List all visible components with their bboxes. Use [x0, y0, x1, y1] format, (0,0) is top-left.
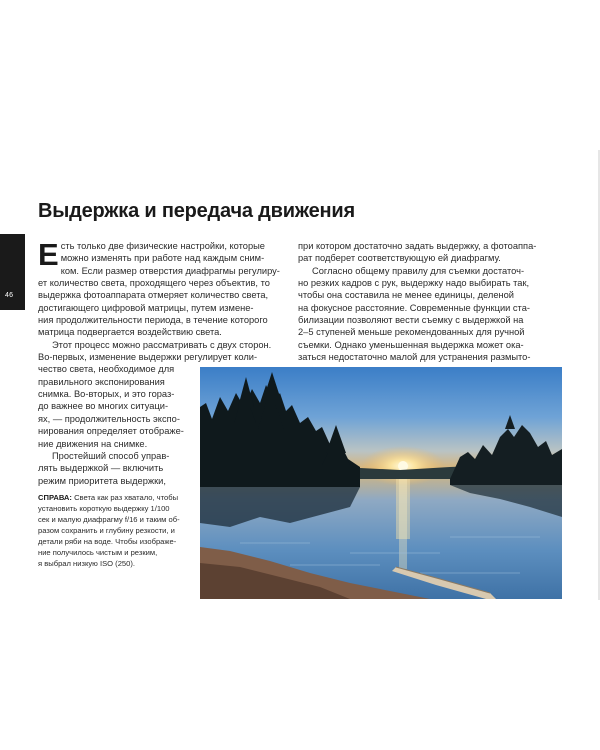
text-line: лять выдержкой — включить: [38, 463, 164, 474]
drop-cap: Е: [38, 237, 59, 272]
text-line: Этот процесс можно рассматривать с двух сторон.: [52, 339, 272, 350]
text-line: ния продолжительности периода, в течение которого: [38, 315, 268, 326]
text-line: Согласно общему правилу для съемки достаточ-: [312, 265, 525, 276]
text-line: на фокусное расстояние. Современные функции ста-: [298, 302, 530, 313]
text-line: ет количество света, проходящего через объектив, то: [38, 278, 270, 289]
text-line: чество света, необходимое для: [38, 364, 175, 375]
text-line: ком. Если размер отверстия диафрагмы регулиру-: [60, 265, 280, 276]
text-line: билизации позволяют вести съемку с выдержкой на: [298, 315, 524, 326]
text-line: снимка. Во-вторых, и это гораз-: [38, 389, 175, 400]
text-line: до важнее во многих ситуаци-: [38, 401, 169, 412]
text-line: при котором достаточно задать выдержку, а фотоаппа-: [298, 241, 537, 251]
caption-line: разом сохранить и глубину резкости, и: [38, 526, 175, 535]
caption-line: я выбрал низкую ISO (250).: [38, 559, 136, 568]
caption-line: ние получилось чистым и резким,: [38, 548, 158, 557]
caption-line: сек и малую диафрагму f/16 и таким об-: [38, 515, 180, 524]
text-line: Простейший способ управ-: [52, 450, 170, 461]
col2-text: [298, 240, 560, 363]
text-line: Во-первых, изменение выдержки регулирует коли-: [38, 352, 258, 363]
sunset-lake-photo: [200, 367, 562, 599]
text-line: заться недостаточно малой для устранения размыто-: [298, 352, 531, 363]
text-line: съемки. Однако уменьшенная выдержка может ока-: [298, 339, 524, 350]
text-line: достигающего цифровой матрицы, путем измене-: [38, 302, 254, 313]
text-line: можно изменять при работе над каждым сним-: [60, 253, 265, 264]
text-line: но резких кадров с рук, выдержку надо выбирать так,: [298, 278, 530, 289]
text-line: выдержка фотоаппарата отмеряет количество света,: [38, 290, 269, 301]
text-line: сть только две физические настройки, которые: [60, 241, 265, 251]
page-number: 46: [5, 292, 14, 299]
text-line: матрица подвергается воздействию света.: [38, 327, 222, 338]
caption-line: [38, 492, 180, 503]
text-line: ях, — продолжительность экспо-: [38, 413, 180, 424]
text-line: 2–5 ступеней меньше рекомендованных для ручной: [298, 327, 525, 338]
text-line: режим приоритета выдержки,: [38, 475, 166, 486]
caption-line: детали ряби на воде. Чтобы изображе-: [38, 537, 177, 546]
text-line: рат подберет соответствующую ей диафрагму.: [298, 253, 501, 264]
text-line: правильного экспонирования: [38, 376, 165, 387]
text-line: ние движения на снимке.: [38, 438, 148, 449]
section-title: Выдержка и передача движения: [38, 200, 355, 222]
photo-caption: [38, 492, 180, 569]
caption-first-text: Света как раз хватало, чтобы: [71, 493, 179, 502]
text-line: чтобы она составила не менее единицы, деленой: [298, 290, 514, 301]
text-line: нирования определяет отображе-: [38, 426, 184, 437]
caption-label: СПРАВА:: [38, 493, 72, 502]
caption-line: установить короткую выдержку 1/100: [38, 504, 170, 513]
